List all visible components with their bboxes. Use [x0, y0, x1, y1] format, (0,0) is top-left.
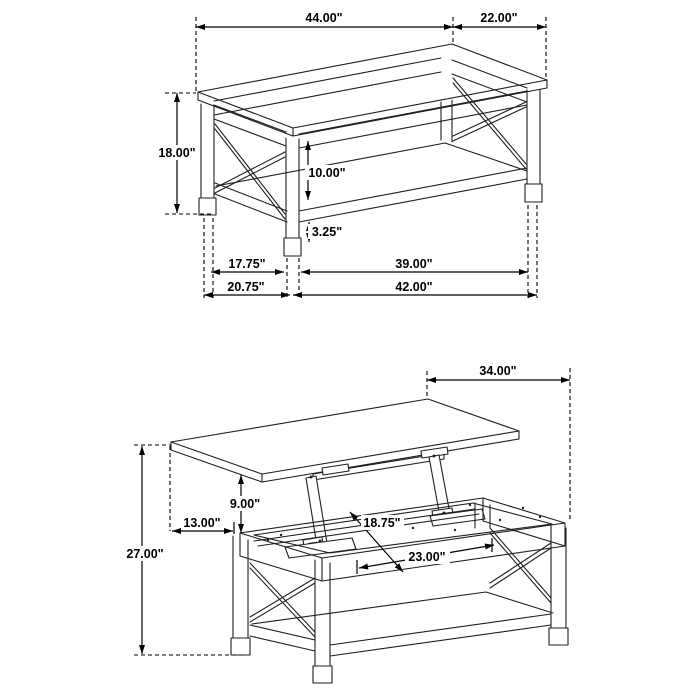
dim-label-shelf-clearance: 10.00"	[308, 166, 346, 180]
closed-view-labels	[156, 11, 518, 294]
dim-label-top-depth: 22.00"	[480, 11, 518, 25]
closed-leg-front	[284, 138, 301, 256]
dim-label-bottom-rail-height: 3.25"	[311, 225, 343, 239]
dim-label-overall-height: 18.00"	[158, 146, 196, 160]
base-x-brace-left	[250, 563, 315, 637]
base-stretchers	[250, 614, 551, 656]
closed-stretchers	[215, 168, 527, 222]
dim-label-side-leg-spacing: 17.75"	[228, 257, 266, 271]
dim-label-overall-open-height: 27.00"	[126, 547, 164, 561]
dim-label-top-overhang: 13.00"	[183, 516, 221, 530]
dim-label-compartment-depth: 18.75"	[363, 516, 401, 530]
open-view-structure	[171, 399, 568, 683]
closed-tabletop	[198, 44, 547, 128]
dim-label-lifted-top-length: 34.00"	[479, 364, 517, 378]
dim-label-front-overall: 42.00"	[395, 280, 433, 294]
dim-label-lift-height: 9.00"	[229, 497, 261, 511]
closed-shelf	[216, 143, 527, 186]
dim-label-top-length: 44.00"	[305, 11, 343, 25]
open-tabletop	[171, 399, 519, 474]
closed-aprons	[214, 58, 527, 148]
dim-label-compartment-length: 23.00"	[408, 550, 446, 564]
dim-label-front-leg-spacing: 39.00"	[395, 257, 433, 271]
closed-x-brace-right	[453, 78, 526, 169]
closed-view-dimension-lines	[177, 27, 546, 295]
closed-view-structure	[198, 44, 547, 256]
closed-x-brace-left	[215, 124, 285, 219]
dim-label-side-overall: 20.75"	[227, 280, 265, 294]
base-shelf	[252, 592, 553, 624]
closed-leg-right	[525, 90, 542, 202]
closed-leg-back-left	[199, 104, 216, 215]
lift-arm-left	[306, 476, 327, 546]
